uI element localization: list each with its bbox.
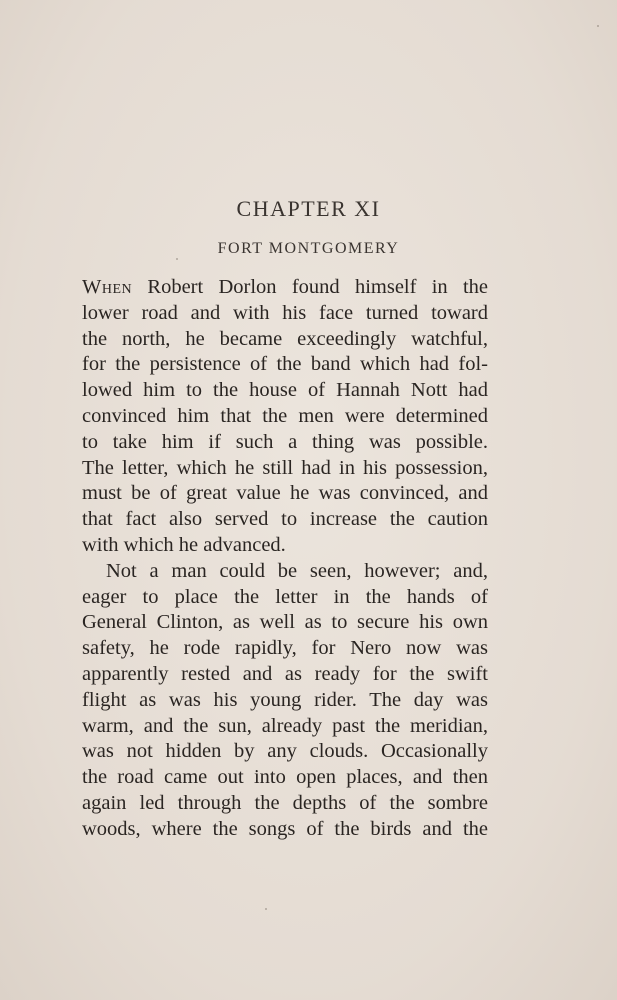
text-line: must be of great value he was convinced, and bbox=[82, 482, 488, 505]
text-line: with which he advanced. bbox=[82, 533, 286, 556]
text-line: that fact also served to increase the caution bbox=[82, 508, 488, 531]
text-line: the road came out into open places, and then bbox=[82, 766, 488, 789]
paragraph-1 bbox=[82, 275, 488, 559]
text-line: the north, he became exceedingly watchful, bbox=[82, 327, 488, 350]
text-line: safety, he rode rapidly, for Nero now was bbox=[82, 637, 488, 660]
text-line: to take him if such a thing was possible. bbox=[82, 430, 488, 453]
text-line: apparently rested and as ready for the swift bbox=[82, 662, 488, 685]
text-line: again led through the depths of the sombre bbox=[82, 791, 488, 814]
text-line: woods, where the songs of the birds and the bbox=[82, 817, 488, 840]
text-line: Not a man could be seen, however; and, bbox=[106, 559, 488, 582]
text-line: warm, and the sun, already past the meridian, bbox=[82, 714, 488, 737]
paragraph-2 bbox=[82, 559, 488, 843]
paper-speck bbox=[597, 25, 599, 27]
paper-speck bbox=[176, 258, 178, 260]
body-text bbox=[82, 275, 488, 843]
text-line: lower road and with his face turned toward bbox=[82, 301, 488, 324]
text-line: flight as was his young rider. The day was bbox=[82, 688, 488, 711]
text-line: convinced him that the men were determined bbox=[82, 404, 488, 427]
text-line: eager to place the letter in the hands of bbox=[82, 585, 488, 608]
text-line: was not hidden by any clouds. Occasionally bbox=[82, 740, 488, 763]
paper-speck bbox=[265, 908, 267, 910]
text-line: lowed him to the house of Hannah Nott had bbox=[82, 379, 488, 402]
chapter-title: FORT MONTGOMERY bbox=[217, 240, 400, 257]
text-line: for the persistence of the band which had fol- bbox=[82, 353, 488, 376]
chapter-heading: CHAPTER XI bbox=[236, 196, 381, 221]
drop-word: When bbox=[82, 276, 133, 298]
text-line: General Clinton, as well as to secure his own bbox=[82, 611, 488, 634]
text-line: The letter, which he still had in his possession, bbox=[82, 456, 488, 479]
text-line: When Robert Dorlon found himself in the bbox=[82, 276, 488, 298]
